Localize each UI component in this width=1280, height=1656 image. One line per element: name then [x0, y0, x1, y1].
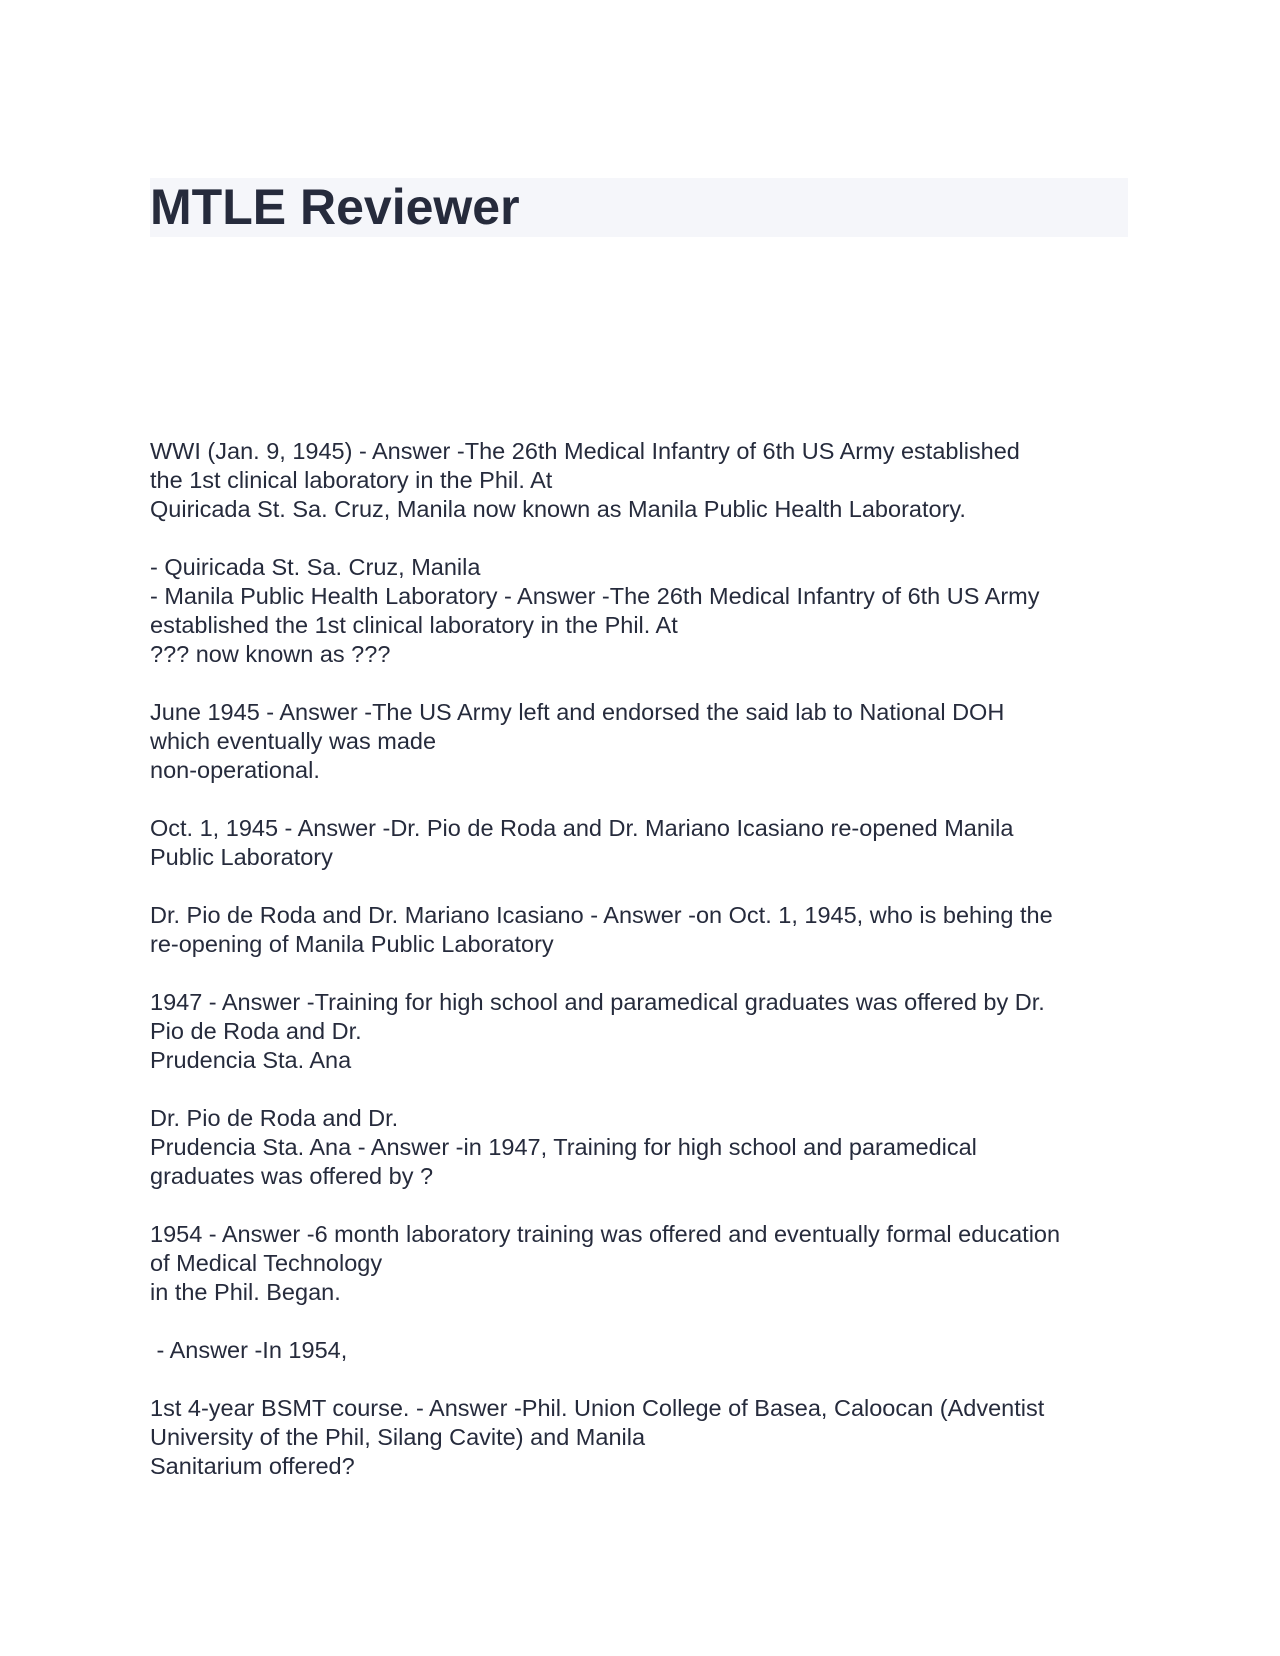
qa-entry-line: 1st 4-year BSMT course. - Answer -Phil. Union College of Basea, Caloocan (Adventist: [150, 1395, 1045, 1421]
qa-entry-line: of Medical Technology: [150, 1250, 383, 1276]
qa-entry: [150, 988, 1130, 1075]
qa-entry-line: Dr. Pio de Roda and Dr. Mariano Icasiano - Answer -on Oct. 1, 1945, who is behing the: [150, 902, 1053, 928]
page-title: MTLE Reviewer: [150, 179, 520, 235]
qa-entry-line: graduates was offered by ?: [150, 1163, 434, 1189]
qa-entry-line: Sanitarium offered?: [150, 1453, 355, 1479]
qa-entry: [150, 1394, 1130, 1481]
qa-entry-line: Prudencia Sta. Ana: [150, 1047, 352, 1073]
qa-entry: [150, 1220, 1130, 1307]
qa-entry-line: re-opening of Manila Public Laboratory: [150, 931, 554, 957]
qa-entry-line: June 1945 - Answer -The US Army left and endorsed the said lab to National DOH: [150, 699, 1005, 725]
qa-entry-line: 1954 - Answer -6 month laboratory training was offered and eventually formal education: [150, 1221, 1061, 1247]
qa-entry-line: the 1st clinical laboratory in the Phil. At: [150, 467, 553, 493]
qa-entry-line: in the Phil. Began.: [150, 1279, 341, 1305]
qa-entry-line: which eventually was made: [150, 728, 437, 754]
qa-entry-line: 1947 - Answer -Training for high school and paramedical graduates was offered by Dr.: [150, 989, 1045, 1015]
qa-entry-line: - Answer -In 1954,: [150, 1337, 348, 1363]
qa-entry-line: Oct. 1, 1945 - Answer -Dr. Pio de Roda and Dr. Mariano Icasiano re-opened Manila: [150, 815, 1014, 841]
qa-entry-list: [150, 437, 1130, 1510]
qa-entry-line: - Quiricada St. Sa. Cruz, Manila: [150, 554, 481, 580]
qa-entry-line: Public Laboratory: [150, 844, 333, 870]
qa-entry-line: Pio de Roda and Dr.: [150, 1018, 362, 1044]
qa-entry-line: ??? now known as ???: [150, 641, 391, 667]
qa-entry: [150, 553, 1130, 669]
qa-entry-line: non-operational.: [150, 757, 320, 783]
qa-entry-line: - Manila Public Health Laboratory - Answer -The 26th Medical Infantry of 6th US Army: [150, 583, 1040, 609]
qa-entry-line: WWI (Jan. 9, 1945) - Answer -The 26th Medical Infantry of 6th US Army established: [150, 438, 1020, 464]
qa-entry-line: Quiricada St. Sa. Cruz, Manila now known as Manila Public Health Laboratory.: [150, 496, 966, 522]
qa-entry-line: Dr. Pio de Roda and Dr.: [150, 1105, 399, 1131]
qa-entry: [150, 1336, 1130, 1365]
qa-entry: [150, 437, 1130, 524]
qa-entry: [150, 1104, 1130, 1191]
qa-entry-line: Prudencia Sta. Ana - Answer -in 1947, Training for high school and paramedical: [150, 1134, 977, 1160]
qa-entry-line: University of the Phil, Silang Cavite) and Manila: [150, 1424, 646, 1450]
qa-entry-line: established the 1st clinical laboratory in the Phil. At: [150, 612, 678, 638]
qa-entry: [150, 901, 1130, 959]
qa-entry: [150, 814, 1130, 872]
qa-entry: [150, 698, 1130, 785]
